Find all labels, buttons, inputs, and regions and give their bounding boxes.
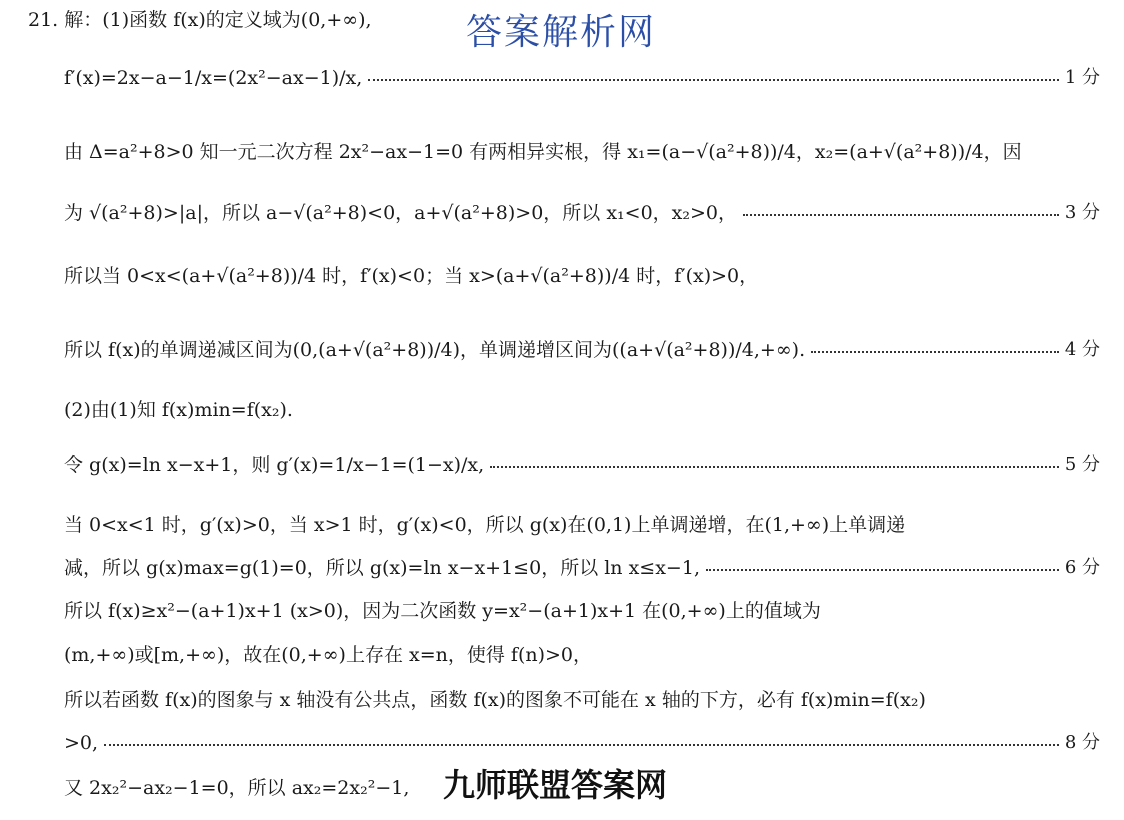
solution-line: [64, 513, 1100, 537]
watermark-bottom: 九师联盟答案网: [443, 766, 668, 804]
solution-line: [64, 643, 1100, 667]
line-text: (2)由(1)知 f(x)min=f(x₂).: [64, 399, 293, 421]
score-label: 4 分: [1064, 339, 1100, 360]
watermark-top: 答案解析网: [466, 12, 657, 53]
solution-line: [64, 731, 1100, 755]
score-label: 3 分: [1064, 202, 1100, 223]
line-text: 由 Δ=a²+8>0 知一元二次方程 2x²−ax−1=0 有两相异实根，得 x₁=(a−√(a²+8))/4，x₂=(a+√(a²+8))/4，因: [64, 141, 1022, 163]
dotted-leader: [743, 214, 1059, 216]
solution-line: [64, 201, 1100, 225]
line-text: 所以若函数 f(x)的图象与 x 轴没有公共点，函数 f(x)的图象不可能在 x 轴的下方，必有 f(x)min=f(x₂): [64, 689, 926, 711]
dotted-leader: [368, 79, 1059, 81]
solution-line: [64, 599, 1100, 623]
line-text: 当 0<x<1 时，g′(x)>0，当 x>1 时，g′(x)<0，所以 g(x)在(0,1)上单调递增，在(1,+∞)上单调递: [64, 514, 906, 536]
solution-line: [64, 688, 1100, 712]
score-label: 1 分: [1064, 67, 1100, 88]
line-text: 21. 解：(1)函数 f(x)的定义域为(0,+∞),: [28, 9, 372, 31]
line-text: 所以 f(x)的单调递减区间为(0,(a+√(a²+8))/4)，单调递增区间为((a+√(a²+8))/4,+∞).: [64, 339, 806, 361]
solution-line: [64, 66, 1100, 90]
line-text: 减，所以 g(x)max=g(1)=0，所以 g(x)=ln x−x+1≤0，所以 ln x≤x−1,: [64, 557, 700, 579]
line-text: 为 √(a²+8)>|a|，所以 a−√(a²+8)<0，a+√(a²+8)>0，所以 x₁<0，x₂>0，: [64, 202, 738, 224]
dotted-leader: [104, 744, 1059, 746]
dotted-leader: [811, 351, 1059, 353]
score-label: 5 分: [1064, 454, 1100, 475]
line-text: 所以 f(x)≥x²−(a+1)x+1 (x>0)，因为二次函数 y=x²−(a+1)x+1 在(0,+∞)上的值域为: [64, 600, 821, 622]
line-text: (m,+∞)或[m,+∞)，故在(0,+∞)上存在 x=n，使得 f(n)>0，: [64, 644, 593, 666]
score-label: 6 分: [1064, 557, 1100, 578]
dotted-leader: [706, 569, 1059, 571]
score-label: 8 分: [1064, 732, 1100, 753]
line-text: 所以当 0<x<(a+√(a²+8))/4 时，f′(x)<0；当 x>(a+√(a²+8))/4 时，f′(x)>0，: [64, 265, 759, 287]
dotted-leader: [490, 466, 1059, 468]
solution-line: [64, 398, 1100, 422]
solution-line: [64, 338, 1100, 362]
solution-line: [64, 140, 1100, 164]
line-text: f′(x)=2x−a−1/x=(2x²−ax−1)/x,: [64, 67, 363, 89]
line-text: 令 g(x)=ln x−x+1，则 g′(x)=1/x−1=(1−x)/x,: [64, 454, 485, 476]
solution-line: [64, 264, 1100, 288]
line-text: 又 2x₂²−ax₂−1=0，所以 ax₂=2x₂²−1,: [64, 777, 410, 799]
line-text: >0,: [64, 732, 99, 754]
solution-line: [64, 556, 1100, 580]
solution-line: [64, 453, 1100, 477]
